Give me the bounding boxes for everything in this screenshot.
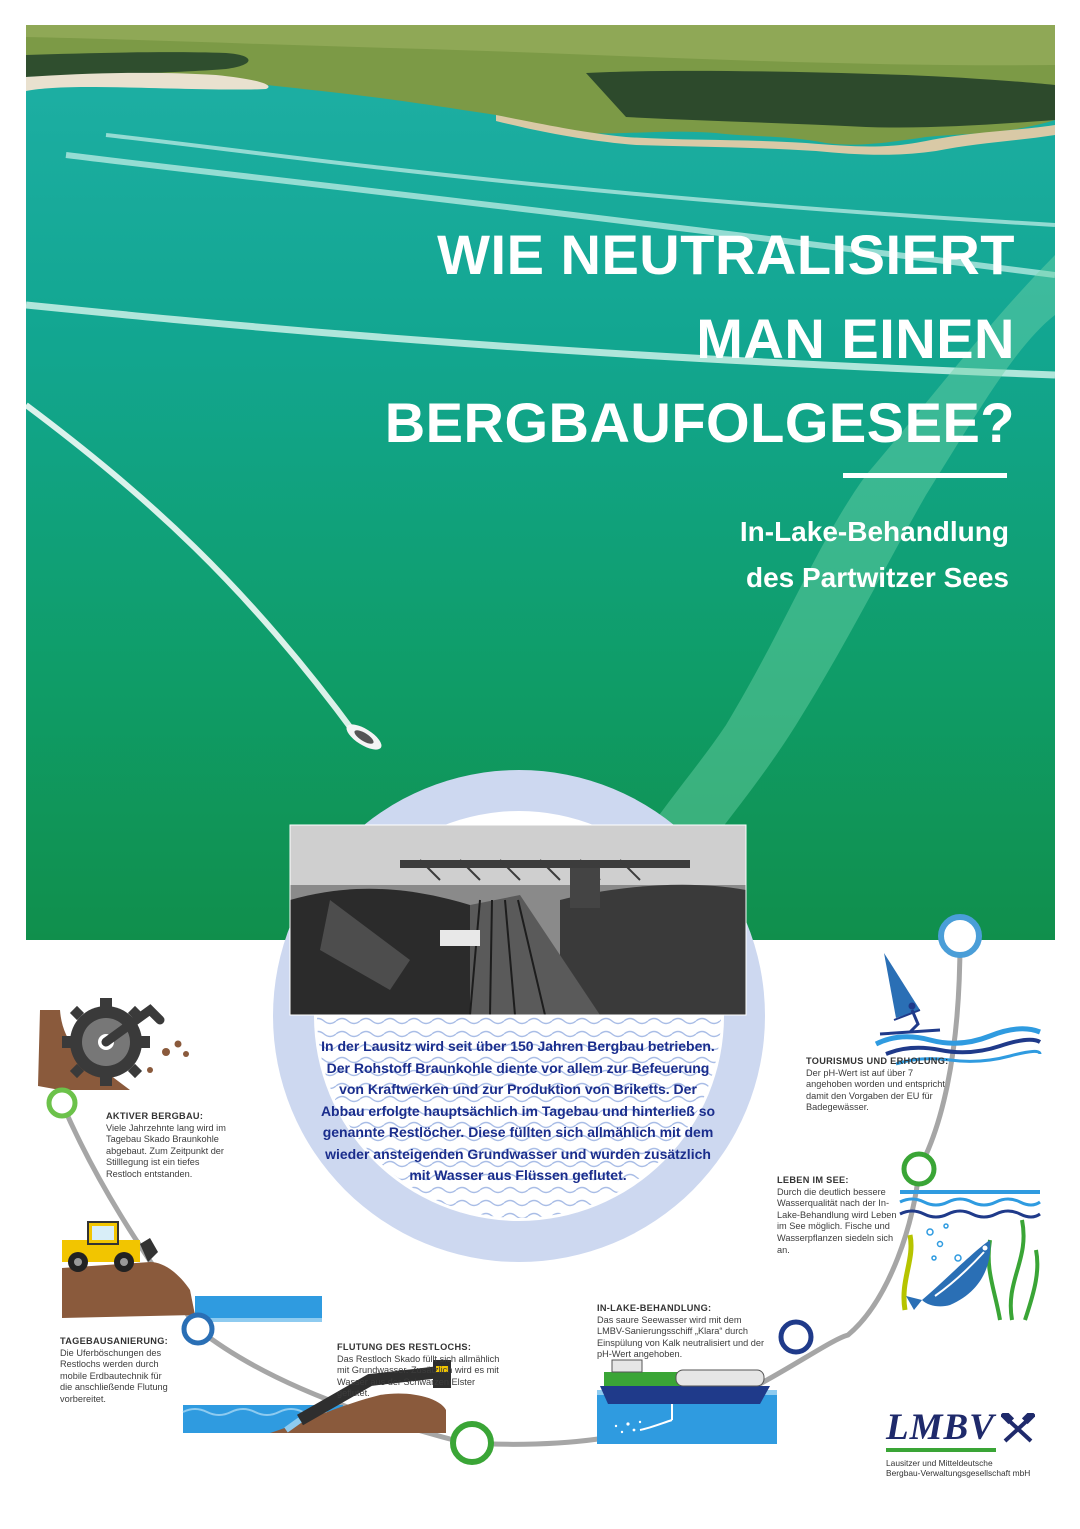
label-text: Die Uferböschungen des Restlochs werden durch mobile Erdbautechnik für die anschließende Flutung vorbereitet.: [60, 1347, 168, 1404]
node-flutung: [453, 1424, 491, 1462]
label-tagebausanierung: [60, 1336, 172, 1406]
subtitle-line-2: des Partwitzer Sees: [745, 562, 1009, 593]
label-aktiver-bergbau: [106, 1111, 236, 1181]
label-heading: IN-LAKE-BEHANDLUNG:: [597, 1303, 712, 1313]
node-tourismus: [941, 917, 979, 955]
label-heading: TOURISMUS UND ERHOLUNG:: [806, 1056, 949, 1066]
node-tagebausanierung: [184, 1315, 212, 1343]
node-aktiver-bergbau: [49, 1090, 75, 1116]
label-text: Viele Jahrzehnte lang wird im Tagebau Skado Braunkohle abgebaut. Zum Zeitpunkt der Stilllegung ist ein tiefes Restloch entstanden.: [106, 1122, 226, 1179]
logo-wordmark: LMBV: [886, 1407, 995, 1448]
label-heading: AKTIVER BERGBAU:: [106, 1111, 204, 1121]
label-text: Der pH-Wert ist auf über 7 angehoben worden und entspricht damit den Vorgaben der EU für Badegewässer.: [806, 1067, 945, 1113]
label-text: Das Restloch Skado füllt sich allmählich mit Grundwasser. Zusätzlich wird es mit Wasser aus der Schwarzen Elster geflutet.: [337, 1353, 500, 1399]
label-heading: FLUTUNG DES RESTLOCHS:: [337, 1342, 472, 1352]
node-in-lake: [781, 1322, 811, 1352]
label-text: Durch die deutlich bessere Wasserqualität nach der In-Lake-Behandlung wird Leben im See möglich. Fische und Wasserpflanzen siedeln sich an.: [777, 1186, 897, 1255]
historic-mine-photo: [290, 825, 746, 1015]
logo-subline-1: Lausitzer und Mitteldeutsche: [886, 1458, 993, 1468]
history-circle-text: In der Lausitz wird seit über 150 Jahren Bergbau betrieben. Der Rohstoff Braunkohle diente vor allem zur Befeuerung von Kraftwerken und zur Produktion von Briketts. Der Abbau erfolgte hauptsächlich im Tagebau und hinterließ so genannte Restlöcher. Diese füllten sich allmählich mit dem wieder ansteigenden Grundwasser und wurden zusätzlich mit Wasser aus Flüssen geflutet.: [320, 1038, 716, 1183]
label-heading: TAGEBAUSANIERUNG:: [60, 1336, 169, 1346]
history-circle: [273, 770, 765, 1262]
logo-subline-2: Bergbau-Verwaltungsgesellschaft mbH: [886, 1468, 1031, 1478]
node-leben: [904, 1154, 934, 1184]
treatment-ship-icon: [597, 1360, 777, 1444]
title-line-3: BERGBAUFOLGESEE?: [384, 391, 1015, 454]
fish-icon: [900, 1190, 1040, 1320]
title-line-1: WIE NEUTRALISIERT: [437, 223, 1015, 286]
label-tourismus: [806, 1056, 956, 1114]
subtitle-line-1: In-Lake-Behandlung: [739, 516, 1009, 547]
lmbv-logo: [886, 1407, 1046, 1478]
label-in-lake: [597, 1303, 767, 1361]
bucket-wheel-excavator-icon: [38, 998, 189, 1090]
title-line-2: MAN EINEN: [696, 307, 1015, 370]
label-leben: [777, 1175, 897, 1256]
label-flutung: [337, 1342, 509, 1400]
label-heading: LEBEN IM SEE:: [777, 1175, 849, 1185]
logo-underline: [886, 1448, 996, 1452]
mining-hammer-icon: [1001, 1413, 1035, 1443]
label-text: Das saure Seewasser wird mit dem LMBV-Sanierungsschiff „Klara“ durch Einspülung von Kalk neutralisiert und der pH-Wert angehoben.: [597, 1314, 765, 1360]
wheel-loader-icon: [62, 1222, 322, 1322]
